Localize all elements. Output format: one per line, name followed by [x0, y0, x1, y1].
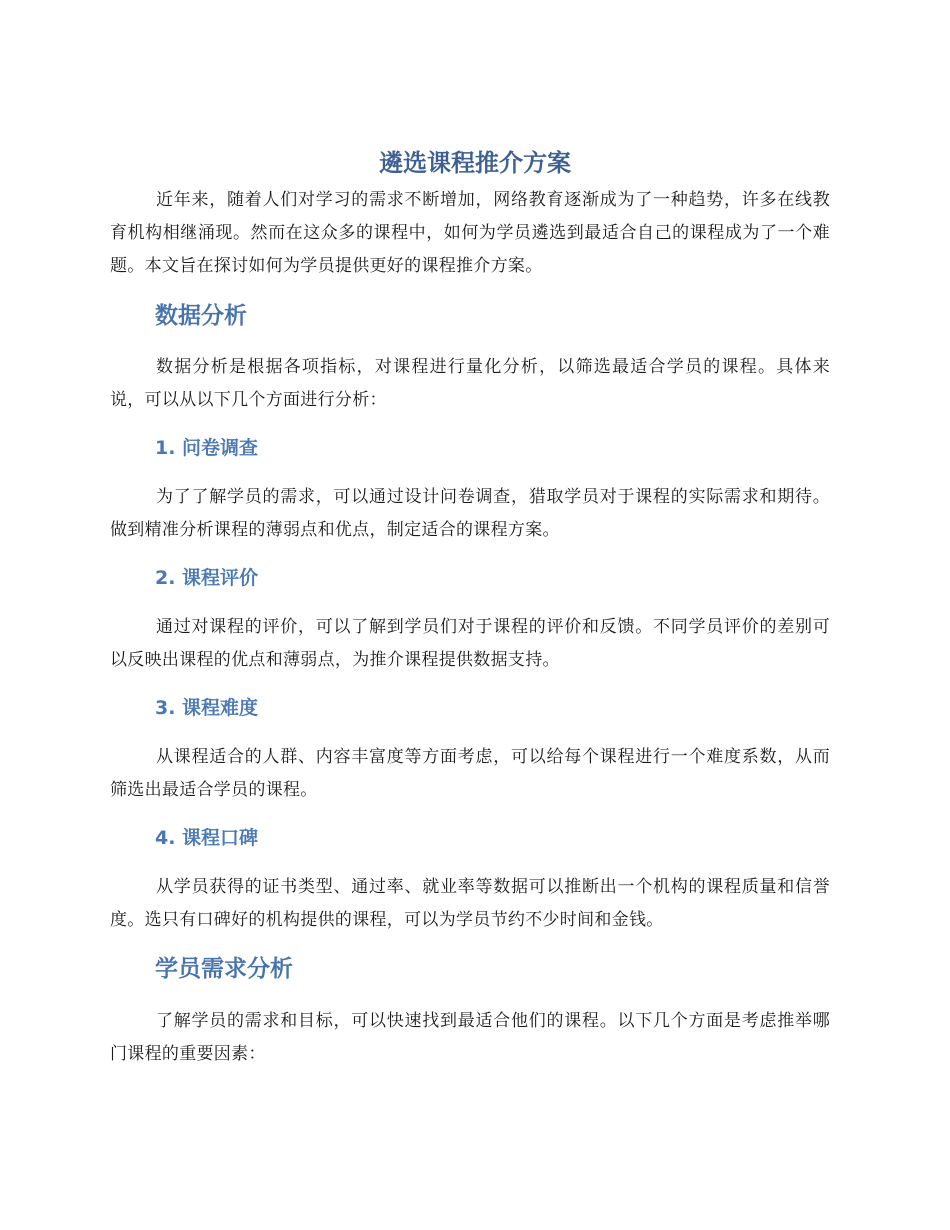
subsection-heading-course-difficulty: 3. 课程难度	[155, 697, 259, 719]
subsection-body-questionnaire: 为了了解学员的需求，可以通过设计问卷调查，猎取学员对于课程的实际需求和期待。做到精准分析课程的薄弱点和优点，制定适合的课程方案。	[110, 487, 830, 540]
subsection-heading-questionnaire: 1. 问卷调查	[155, 437, 259, 459]
subsection-body-course-reputation: 从学员获得的证书类型、通过率、就业率等数据可以推断出一个机构的课程质量和信誉度。选只有口碑好的机构提供的课程，可以为学员节约不少时间和金钱。	[110, 877, 830, 930]
section-heading-data-analysis: 数据分析	[155, 303, 247, 329]
section-body-data-analysis: 数据分析是根据各项指标，对课程进行量化分析，以筛选最适合学员的课程。具体来说，可以从以下几个方面进行分析：	[110, 357, 830, 410]
section-body-student-needs: 了解学员的需求和目标，可以快速找到最适合他们的课程。以下几个方面是考虑推举哪门课程的重要因素：	[110, 1011, 830, 1064]
intro-paragraph: 近年来，随着人们对学习的需求不断增加，网络教育逐渐成为了一种趋势，许多在线教育机构相继涌现。然而在这众多的课程中，如何为学员遴选到最适合自己的课程成为了一个难题。本文旨在探讨如何为学员提供更好的课程推介方案。	[110, 190, 830, 276]
subsection-body-course-evaluation: 通过对课程的评价，可以了解到学员们对于课程的评价和反馈。不同学员评价的差别可以反映出课程的优点和薄弱点，为推介课程提供数据支持。	[110, 617, 830, 670]
section-heading-student-needs: 学员需求分析	[155, 956, 293, 982]
document-title: 遴选课程推介方案	[379, 149, 571, 177]
subsection-heading-course-reputation: 4. 课程口碑	[155, 827, 259, 849]
subsection-heading-course-evaluation: 2. 课程评价	[155, 567, 259, 589]
subsection-body-course-difficulty: 从课程适合的人群、内容丰富度等方面考虑，可以给每个课程进行一个难度系数，从而筛选出最适合学员的课程。	[110, 747, 830, 800]
